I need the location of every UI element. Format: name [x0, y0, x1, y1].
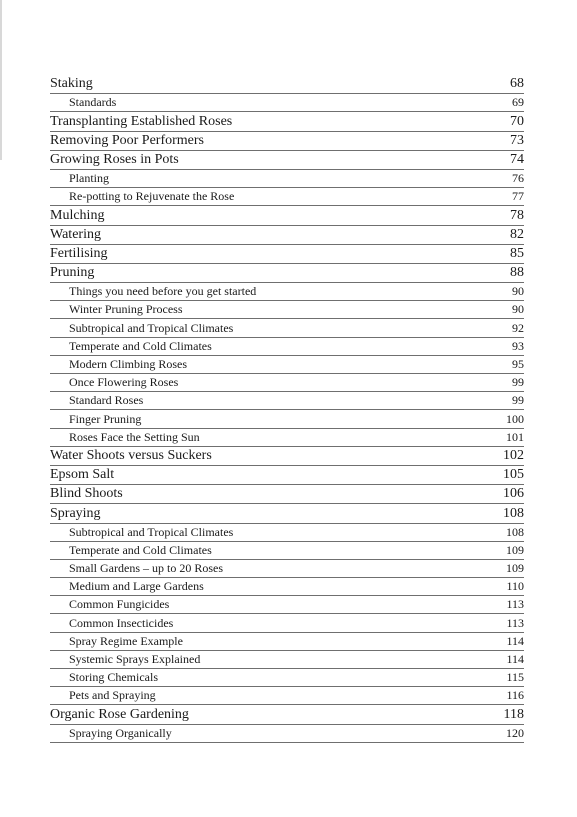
toc-entry-page-number: 110: [506, 579, 524, 594]
toc-subentry: [50, 301, 524, 319]
toc-entry-title: Common Fungicides: [69, 597, 170, 612]
toc-entry: [50, 112, 524, 131]
toc-entry-page-number: 95: [512, 357, 524, 371]
toc-subentry: [50, 410, 524, 428]
toc-entry-page-number: 76: [512, 171, 524, 186]
toc-subentry: [50, 669, 524, 687]
toc-entry-page-number: 108: [503, 505, 524, 521]
toc-entry-title: Watering: [50, 226, 101, 242]
toc-entry-page-number: 90: [512, 302, 524, 317]
toc-entry-title: Winter Pruning Process: [69, 302, 183, 317]
toc-entry-page-number: 100: [506, 411, 524, 426]
toc-entry: [50, 466, 524, 485]
toc-entry-title: Blind Shoots: [50, 486, 123, 502]
toc-entry-title: Water Shoots versus Suckers: [50, 447, 212, 463]
toc-entry-page-number: 108: [506, 524, 524, 539]
toc-entry-title: Systemic Sprays Explained: [69, 652, 201, 666]
toc-entry: [50, 226, 524, 245]
toc-entry: [50, 245, 524, 264]
toc-subentry: [50, 633, 524, 651]
toc-entry-page-number: 99: [512, 393, 524, 408]
toc-entry-page-number: 70: [510, 113, 524, 129]
toc-entry-title: Finger Pruning: [69, 411, 142, 426]
toc-subentry: [50, 614, 524, 632]
toc-entry-page-number: 88: [510, 265, 524, 281]
toc-entry-page-number: 102: [503, 447, 524, 463]
toc-entry: [50, 75, 524, 94]
toc-entry-title: Mulching: [50, 207, 105, 223]
toc-entry-title: Modern Climbing Roses: [69, 357, 188, 371]
toc-entry-page-number: 109: [506, 542, 524, 557]
toc-entry-page-number: 74: [510, 151, 524, 167]
toc-entry-page-number: 113: [506, 597, 524, 612]
toc-entry: [50, 447, 524, 466]
toc-entry: [50, 132, 524, 151]
toc-entry-page-number: 90: [512, 284, 524, 299]
toc-entry-page-number: 85: [510, 245, 524, 261]
toc-entry-page-number: 115: [506, 670, 524, 685]
toc-entry: [50, 705, 524, 724]
toc-subentry: [50, 319, 524, 337]
toc-entry-title: Epsom Salt: [50, 467, 115, 483]
toc-subentry: [50, 596, 524, 614]
toc-entry-page-number: 114: [506, 633, 524, 648]
toc-entry-title: Pets and Spraying: [69, 688, 156, 703]
toc-entry: [50, 206, 524, 225]
toc-entry-page-number: 69: [512, 95, 524, 110]
toc-entry-page-number: 99: [512, 375, 524, 390]
toc-entry-page-number: 113: [506, 615, 524, 630]
toc-entry-title: Medium and Large Gardens: [69, 579, 204, 594]
toc-entry-title: Small Gardens – up to 20 Roses: [69, 561, 223, 576]
toc-subentry: [50, 338, 524, 356]
toc-entry-page-number: 120: [506, 725, 524, 740]
toc-entry-title: Temperate and Cold Climates: [69, 542, 212, 557]
toc-subentry: [50, 94, 524, 112]
toc-subentry: [50, 374, 524, 392]
toc-entry-title: Growing Roses in Pots: [50, 151, 179, 167]
toc-entry-page-number: 101: [506, 429, 524, 444]
toc-entry-title: Once Flowering Roses: [69, 375, 179, 390]
toc-entry-title: Spraying Organically: [69, 725, 172, 740]
toc-entry: [50, 485, 524, 504]
toc-subentry: [50, 578, 524, 596]
toc-subentry: [50, 542, 524, 560]
toc-entry-title: Common Insecticides: [69, 615, 174, 630]
toc-entry: [50, 504, 524, 523]
toc-entry-title: Storing Chemicals: [69, 670, 158, 685]
toc-entry-title: Re-potting to Rejuvenate the Rose: [69, 189, 235, 204]
toc-entry-page-number: 118: [503, 706, 524, 722]
toc-entry-title: Planting: [69, 171, 110, 186]
toc-subentry: [50, 283, 524, 301]
toc-entry-title: Fertilising: [50, 245, 108, 261]
toc-entry-title: Roses Face the Setting Sun: [69, 429, 200, 444]
toc-entry-page-number: 68: [510, 76, 524, 92]
toc-entry-title: Subtropical and Tropical Climates: [69, 320, 234, 335]
toc-entry-title: Staking: [50, 76, 93, 92]
toc-entry-title: Transplanting Established Roses: [50, 113, 233, 129]
toc-entry-page-number: 116: [506, 688, 524, 703]
toc-entry: [50, 151, 524, 170]
toc-entry-title: Removing Poor Performers: [50, 132, 204, 148]
toc-entry-page-number: 78: [510, 207, 524, 223]
toc-subentry: [50, 188, 524, 206]
toc-entry-page-number: 105: [503, 467, 524, 483]
toc-entry-page-number: 109: [506, 561, 524, 576]
page-edge-shadow: [0, 0, 2, 160]
toc-subentry: [50, 170, 524, 188]
toc-entry-title: Temperate and Cold Climates: [69, 338, 212, 353]
toc-entry-page-number: 92: [512, 320, 524, 335]
toc-entry-title: Standards: [69, 95, 117, 110]
toc-entry-page-number: 93: [512, 338, 524, 353]
toc-entry: [50, 264, 524, 283]
toc-entry-page-number: 114: [506, 652, 524, 666]
toc-entry-page-number: 82: [510, 226, 524, 242]
toc-entry-page-number: 106: [503, 486, 524, 502]
toc-subentry: [50, 687, 524, 705]
toc-entry-title: Spray Regime Example: [69, 633, 183, 648]
toc-entry-page-number: 73: [510, 132, 524, 148]
toc-subentry: [50, 429, 524, 447]
table-of-contents: [50, 75, 524, 743]
toc-subentry: [50, 356, 524, 374]
toc-subentry: [50, 560, 524, 578]
toc-subentry: [50, 392, 524, 410]
toc-entry-page-number: 77: [512, 189, 524, 204]
toc-entry-title: Pruning: [50, 265, 95, 281]
toc-entry-title: Spraying: [50, 505, 101, 521]
toc-entry-title: Standard Roses: [69, 393, 144, 408]
toc-subentry: [50, 651, 524, 669]
toc-subentry: [50, 524, 524, 542]
toc-entry-title: Organic Rose Gardening: [50, 706, 189, 722]
toc-subentry: [50, 725, 524, 743]
toc-entry-title: Things you need before you get started: [69, 284, 257, 299]
toc-entry-title: Subtropical and Tropical Climates: [69, 524, 234, 539]
